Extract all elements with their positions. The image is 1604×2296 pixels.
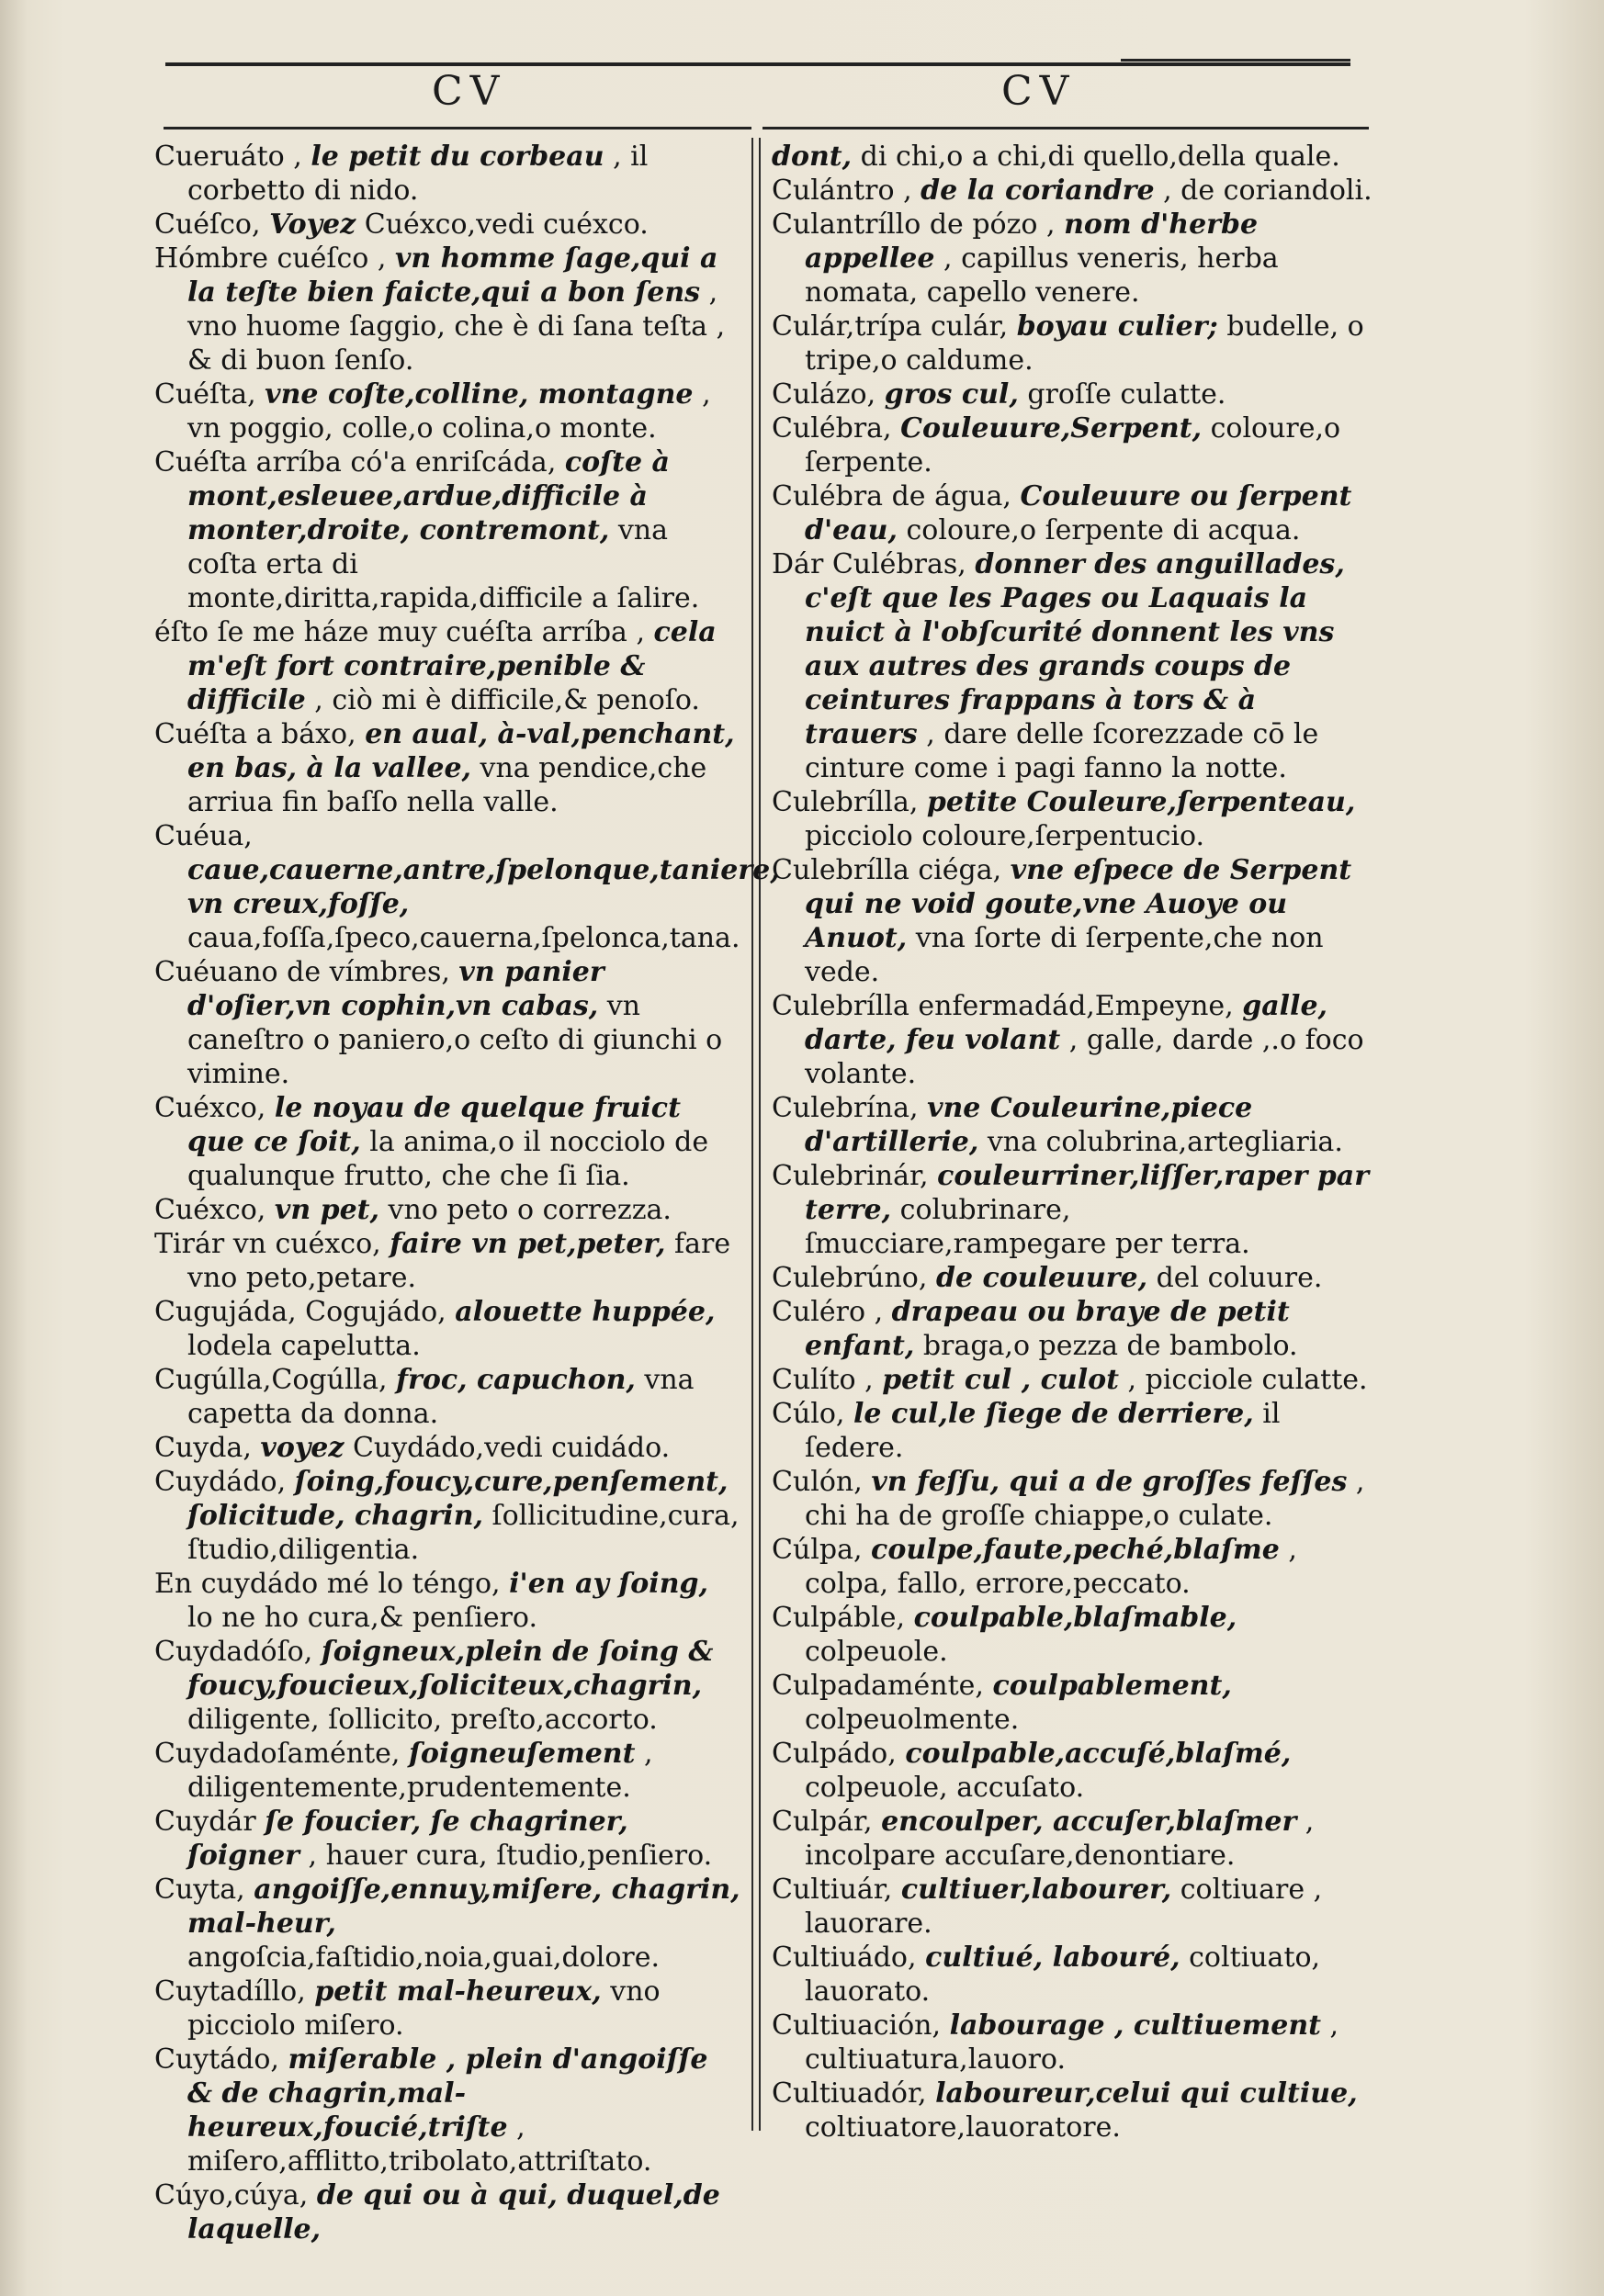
dictionary-entry	[772, 1737, 1378, 1805]
dictionary-entry	[772, 310, 1378, 377]
entry-italian-gloss: , capillus veneris, herba nomata, capello venere.	[805, 242, 1279, 309]
entry-french-gloss: faire vn pet,peter,	[390, 1228, 666, 1260]
entry-headword: Cuyta,	[154, 1874, 245, 1906]
dictionary-entry	[772, 1465, 1378, 1533]
left-column	[154, 140, 780, 2246]
entry-french-gloss: le cul,le ſiege de derriere,	[853, 1398, 1254, 1430]
dictionary-entry	[772, 785, 1378, 853]
entry-italian-gloss: budelle, o tripe,o caldume.	[805, 310, 1364, 377]
entry-french-gloss: drapeau ou braye de petit enfant,	[805, 1296, 1290, 1362]
dictionary-entry	[772, 547, 1378, 785]
entry-french-gloss: ſoigneuſement	[408, 1738, 636, 1770]
entry-french-gloss: ſoigneux,plein de ſoing & foucy,foucieux,ſoliciteux,chagrin,	[187, 1636, 714, 1702]
entry-headword: Culantríllo de pózo ,	[772, 208, 1056, 241]
entry-french-gloss: i'en ay ſoing,	[509, 1568, 708, 1600]
entry-italian-gloss: , il corbetto di nido.	[187, 141, 649, 207]
entry-headword: Culázo,	[772, 378, 876, 411]
dictionary-entry	[154, 1465, 742, 1567]
dictionary-entry	[772, 479, 1378, 547]
entry-french-gloss: nom d'herbe appellee	[805, 208, 1259, 275]
entry-french-gloss: cela m'eſt fort contraire,penible & difficile	[187, 616, 717, 716]
entry-headword: Culántro ,	[772, 174, 912, 207]
entry-french-gloss: petite Couleure,ſerpenteau,	[926, 786, 1356, 818]
dictionary-entry	[154, 1227, 742, 1295]
entry-italian-gloss: , vn poggio, colle,o colina,o monte.	[187, 378, 711, 445]
entry-french-gloss: encoulper, accuſer,blaſmer	[881, 1806, 1297, 1838]
entry-headword: Cúlo,	[772, 1398, 845, 1430]
entry-italian-gloss: , chi ha de groſſe chiappe,o culate.	[805, 1466, 1365, 1532]
entry-headword: Culebrúno,	[772, 1262, 928, 1294]
dictionary-entry	[154, 1295, 742, 1363]
entry-headword: Culéro ,	[772, 1296, 884, 1328]
entry-french-gloss: ſe foucier, ſe chagriner, ſoigner	[187, 1806, 628, 1872]
entry-italian-gloss: , de coriandoli.	[1163, 174, 1372, 207]
column-divider	[751, 138, 753, 2131]
entry-italian-gloss: , hauer cura, ſtudio,penſiero.	[308, 1840, 713, 1872]
entry-french-gloss: alouette huppée,	[455, 1296, 716, 1328]
entry-italian-gloss: fare vno peto,petare.	[187, 1228, 731, 1294]
entry-french-gloss: en aual, à-val,penchant, en bas, à la vallee,	[187, 718, 735, 784]
entry-french-gloss: angoiſſe,ennuy,miſere, chagrin, mal-heur,	[187, 1874, 740, 1940]
entry-french-gloss: Couleuure ou ſerpent d'eau,	[805, 480, 1352, 546]
entry-french-gloss: vne coſte,colline, montagne	[265, 378, 694, 411]
dictionary-entry	[772, 1533, 1378, 1601]
entry-headword: Cultiuár,	[772, 1874, 893, 1906]
entry-headword: Cugúlla,Cogúlla,	[154, 1364, 388, 1396]
entry-italian-gloss: vn caneſtro o paniero,o ceſto di giunchi o vimine.	[187, 990, 723, 1090]
dictionary-entry	[154, 1805, 742, 1873]
dictionary-entry	[772, 1397, 1378, 1465]
dictionary-entry	[772, 1601, 1378, 1669]
entry-italian-gloss: , colpa, fallo, errore,peccato.	[805, 1534, 1297, 1600]
entry-italian-gloss: del coluure.	[1156, 1262, 1323, 1294]
entry-headword: Culár,trípa culár,	[772, 310, 1009, 343]
dictionary-entry	[154, 717, 742, 819]
dictionary-entry	[772, 853, 1378, 989]
dictionary-entry	[772, 377, 1378, 411]
entry-headword: Cuydádo,	[154, 1466, 287, 1498]
dictionary-entry	[154, 2178, 742, 2246]
dictionary-entry	[154, 1635, 742, 1737]
entry-headword: Cuéua,	[154, 820, 253, 852]
dictionary-entry	[154, 615, 742, 717]
entry-italian-gloss: lodela capelutta.	[187, 1330, 421, 1362]
entry-headword: Cultiuádo,	[772, 1941, 917, 1974]
entry-headword: Culébra,	[772, 412, 892, 445]
entry-headword: Cúlpa,	[772, 1534, 863, 1566]
entry-italian-gloss: colubrinare, ſmucciare,rampegare per terra.	[805, 1194, 1250, 1260]
dictionary-entry	[154, 140, 742, 208]
entry-headword: Cuydadoſaménte,	[154, 1738, 401, 1770]
entry-italian-gloss: , cultiuatura,lauoro.	[805, 2009, 1339, 2076]
dictionary-entry	[154, 1873, 742, 1975]
dictionary-entry	[154, 1975, 742, 2043]
dictionary-entry	[772, 1873, 1378, 1941]
entry-french-gloss: couleurriner,liſſer,raper par terre,	[805, 1160, 1370, 1226]
top-rule	[165, 62, 1350, 66]
dictionary-entry	[772, 989, 1378, 1091]
entry-french-gloss: de couleuure,	[935, 1262, 1148, 1294]
running-head-left: CV	[432, 68, 507, 115]
entry-headword: Culón,	[772, 1466, 863, 1498]
entry-headword: Cuytádo,	[154, 2043, 279, 2076]
entry-italian-gloss: braga,o pezza de bambolo.	[922, 1330, 1298, 1362]
entry-headword: Culpadaménte,	[772, 1670, 984, 1702]
entry-italian-gloss: caua,foſſa,ſpeco,cauerna,ſpelonca,tana.	[187, 922, 740, 954]
entry-italian-gloss: , dare delle ſcorezzade cō le cinture come i pagi fanno la notte.	[805, 718, 1319, 784]
entry-italian-gloss: vno peto o correzza.	[388, 1194, 672, 1226]
entry-headword: Culpáble,	[772, 1602, 906, 1634]
entry-french-gloss: boyau culier;	[1016, 310, 1218, 343]
entry-italian-gloss: , diligentemente,prudentemente.	[187, 1738, 653, 1804]
dictionary-entry	[772, 1363, 1378, 1397]
dictionary-entry	[772, 1669, 1378, 1737]
entry-french-gloss: gros cul,	[884, 378, 1019, 411]
dictionary-entry	[772, 1261, 1378, 1295]
entry-headword: Culebrílla,	[772, 786, 919, 818]
column-divider	[759, 138, 761, 2131]
entry-headword: Culebrína,	[772, 1092, 919, 1124]
dictionary-entry	[154, 1737, 742, 1805]
dictionary-entry	[154, 955, 742, 1091]
entry-italian-gloss: vna capetta da donna.	[187, 1364, 695, 1430]
entry-french-gloss: Couleuure,Serpent,	[900, 412, 1203, 445]
entry-headword: Cuéſta arríba có'a enriſcáda,	[154, 446, 557, 478]
dictionary-entry	[772, 208, 1378, 310]
entry-headword: Cugujáda, Cogujádo,	[154, 1296, 446, 1328]
entry-french-gloss: Voyez	[269, 208, 356, 241]
entry-italian-gloss: , ciò mi è difficile,& penoſo.	[314, 684, 700, 716]
entry-french-gloss: vn homme ſage,qui a la teſte bien faicte,qui a bon ſens	[187, 242, 718, 309]
entry-french-gloss: miſerable , plein d'angoiſſe & de chagrin,mal-heureux,foucié,triſte	[187, 2043, 708, 2144]
entry-headword: Cultiuación,	[772, 2009, 942, 2042]
entry-italian-gloss: , picciole culatte.	[1127, 1364, 1368, 1396]
entry-headword: Cuéuano de vímbres,	[154, 956, 450, 988]
entry-italian-gloss: vna colubrina,artegliaria.	[987, 1126, 1343, 1158]
entry-italian-gloss: il ſedere.	[805, 1398, 1281, 1464]
dictionary-entry	[772, 2077, 1378, 2144]
entry-french-gloss: de qui ou à qui, duquel,de laquelle,	[187, 2179, 720, 2245]
entry-italian-gloss: Cuéxco,vedi cuéxco.	[364, 208, 649, 241]
entry-headword: Cuéxco,	[154, 1194, 266, 1226]
entry-french-gloss: vn feſſu, qui a de groſſes feſſes	[871, 1466, 1348, 1498]
entry-headword: Cuyda,	[154, 1432, 252, 1464]
entry-headword: Culebrinár,	[772, 1160, 929, 1192]
entry-french-gloss: cultiué, labouré,	[925, 1941, 1180, 1974]
entry-headword: Cueruáto ,	[154, 141, 302, 173]
entry-french-gloss: laboureur,celui qui cultiue,	[935, 2077, 1358, 2110]
dictionary-entry	[772, 1159, 1378, 1261]
dictionary-entry	[772, 1805, 1378, 1873]
running-head-right: CV	[1001, 68, 1077, 115]
dictionary-entry	[772, 174, 1378, 208]
entry-french-gloss: le petit du corbeau	[311, 141, 604, 173]
entry-headword: Cuydadóſo,	[154, 1636, 313, 1668]
entry-headword: Culpádo,	[772, 1738, 897, 1770]
entry-italian-gloss: vna pendice,che arriua fin baſſo nella valle.	[187, 752, 707, 818]
entry-italian-gloss: colpeuole, accuſato.	[805, 1772, 1085, 1804]
entry-headword: Hómbre cuéſco ,	[154, 242, 387, 275]
entry-italian-gloss: , miſero,afflitto,tribolato,attriſtato.	[187, 2111, 652, 2178]
entry-headword: Dár Culébras,	[772, 548, 966, 580]
entry-french-gloss: de la coriandre	[921, 174, 1155, 207]
head-rule-right	[762, 127, 1369, 129]
entry-italian-gloss: coltiuatore,lauoratore.	[805, 2111, 1121, 2144]
entry-headword: Culíto ,	[772, 1364, 874, 1396]
entry-french-gloss: donner des anguillades, c'eſt que les Pages ou Laquais la nuict à l'obſcurité donnent les vns aux autres des grands coups de ceintures frappans à tors & à trauers	[805, 548, 1345, 750]
dictionary-entry	[154, 1363, 742, 1431]
dictionary-entry	[154, 1091, 742, 1193]
entry-italian-gloss: colpeuole.	[805, 1636, 948, 1668]
entry-italian-gloss: vna coſta erta di monte,diritta,rapida,difficile a ſalire.	[187, 514, 700, 614]
entry-french-gloss: labourage , cultiuement	[949, 2009, 1321, 2042]
entry-italian-gloss: coloure,o ſerpente di acqua.	[906, 514, 1301, 546]
entry-italian-gloss: Cuydádo,vedi cuidádo.	[352, 1432, 671, 1464]
dictionary-entry	[154, 819, 780, 955]
entry-italian-gloss: di chi,o a chi,di quello,della quale.	[860, 141, 1340, 173]
entry-italian-gloss: coltiuare , lauorare.	[805, 1874, 1323, 1940]
entry-french-gloss: voyez	[260, 1432, 345, 1464]
entry-italian-gloss: picciolo coloure,ſerpentucio.	[805, 820, 1205, 852]
entry-headword: Cúyo,cúya,	[154, 2179, 309, 2212]
entry-headword: Tirár vn cuéxco,	[154, 1228, 381, 1260]
entry-italian-gloss: , vno huome ſaggio, che è di ſana teſta , & di buon ſenſo.	[187, 276, 726, 377]
entry-french-gloss: coulpable,accuſé,blaſmé,	[905, 1738, 1292, 1770]
right-column	[772, 140, 1378, 2144]
entry-french-gloss: petit mal-heureux,	[314, 1975, 602, 2008]
dictionary-entry	[154, 377, 742, 445]
entry-headword: Culebrílla enfermadád,Empeyne,	[772, 990, 1234, 1022]
entry-french-gloss: galle, darte, feu volant	[805, 990, 1327, 1056]
entry-headword: Cuéxco,	[154, 1092, 266, 1124]
top-rule-accent	[1121, 59, 1350, 62]
dictionary-entry	[154, 445, 742, 615]
entry-italian-gloss: coltiuato, lauorato.	[805, 1941, 1321, 2008]
entry-headword: En cuydádo mé lo téngo,	[154, 1568, 501, 1600]
entry-headword: Cuéſco,	[154, 208, 261, 241]
entry-french-gloss: le noyau de quelque fruict que ce ſoit,	[187, 1092, 681, 1158]
entry-french-gloss: dont,	[772, 141, 853, 173]
entry-headword: Cuéſta,	[154, 378, 256, 411]
dictionary-entry	[772, 1941, 1378, 2009]
entry-italian-gloss: coloure,o ſerpente.	[805, 412, 1341, 478]
dictionary-entry	[154, 208, 742, 242]
entry-french-gloss: vne eſpece de Serpent qui ne void goute,vne Auoye ou Anuot,	[805, 854, 1352, 954]
entry-headword: Culpár,	[772, 1806, 873, 1838]
entry-french-gloss: petit cul , culot	[882, 1364, 1119, 1396]
dictionary-entry	[154, 1193, 742, 1227]
entry-headword: Cuydár	[154, 1806, 256, 1838]
entry-headword: Cultiuadór,	[772, 2077, 927, 2110]
dictionary-entry	[772, 1295, 1378, 1363]
entry-french-gloss: vn pet,	[274, 1194, 379, 1226]
dictionary-entry	[154, 2043, 742, 2178]
entry-french-gloss: coulpe,faute,peché,blaſme	[871, 1534, 1280, 1566]
entry-headword: Cuytadíllo,	[154, 1975, 306, 2008]
entry-french-gloss: ſoing,foucy,cure,penſement, ſolicitude, chagrin,	[187, 1466, 729, 1532]
dictionary-entry	[154, 242, 742, 377]
entry-italian-gloss: , galle, darde ,.o foco volante.	[805, 1024, 1364, 1090]
entry-french-gloss: froc, capuchon,	[396, 1364, 636, 1396]
entry-italian-gloss: vno picciolo miſero.	[187, 1975, 661, 2042]
entry-french-gloss: vne Couleurine,piece d'artillerie,	[805, 1092, 1253, 1158]
entry-french-gloss: cultiuer,labourer,	[900, 1874, 1172, 1906]
entry-italian-gloss: vna ſorte di ſerpente,che non vede.	[805, 922, 1324, 988]
entry-italian-gloss: la anima,o il nocciolo de qualunque frutto, che che ſi ſia.	[187, 1126, 709, 1192]
entry-italian-gloss: colpeuolmente.	[805, 1704, 1020, 1736]
dictionary-entry	[154, 1431, 742, 1465]
dictionary-entry	[772, 140, 1378, 174]
dictionary-entry	[154, 1567, 742, 1635]
entry-french-gloss: coſte à mont,esleuee,ardue,difficile à monter,droite, contremont,	[187, 446, 670, 546]
entry-french-gloss: vn panier d'oſier,vn cophin,vn cabas,	[187, 956, 604, 1022]
entry-french-gloss: caue,cauerne,antre,ſpelonque,taniere, vn creux,foſſe,	[187, 854, 780, 920]
entry-headword: éſto ſe me háze muy cuéſta arríba ,	[154, 616, 645, 648]
entry-italian-gloss: ſollicitudine,cura, ſtudio,diligentia.	[187, 1500, 740, 1566]
entry-headword: Cuéſta a báxo,	[154, 718, 356, 750]
dictionary-entry	[772, 1091, 1378, 1159]
entry-french-gloss: coulpable,blaſmable,	[913, 1602, 1237, 1634]
entry-headword: Culebrílla ciéga,	[772, 854, 1002, 886]
entry-italian-gloss: diligente, ſollicito, preſto,accorto.	[187, 1704, 658, 1736]
entry-headword: Culébra de água,	[772, 480, 1011, 512]
entry-italian-gloss: angoſcia,faſtidio,noia,guai,dolore.	[187, 1941, 661, 1974]
dictionary-entry	[772, 411, 1378, 479]
dictionary-entry	[772, 2009, 1378, 2077]
entry-italian-gloss: , incolpare accuſare,denontiare.	[805, 1806, 1315, 1872]
head-rule-left	[164, 127, 751, 129]
entry-italian-gloss: groſſe culatte.	[1027, 378, 1226, 411]
entry-french-gloss: coulpablement,	[992, 1670, 1232, 1702]
entry-italian-gloss: lo ne ho cura,& penſiero.	[187, 1602, 537, 1634]
